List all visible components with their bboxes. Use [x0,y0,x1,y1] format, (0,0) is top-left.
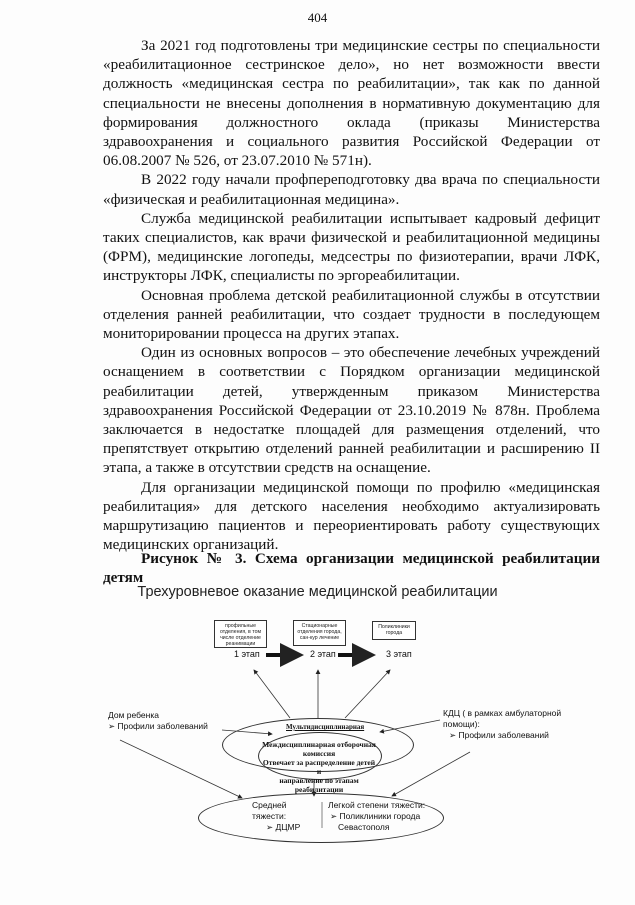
commission-line-4: направление по этапам реабилитации [279,776,359,794]
rehabilitation-scheme [0,580,635,900]
orphanage-item: ➢ Профили заболеваний [108,721,208,731]
paragraph-2: В 2022 году начали профпереподготовку два врача по специальности «физическая и реабилитационная медицина». [103,171,600,208]
stage-3-label: 3 этап [386,649,412,659]
commission-line-2: комиссия [302,749,336,758]
moderate-item: ➢ ДЦМР [266,822,301,832]
kdc-item: ➢ Профили заболеваний [449,730,549,740]
paragraph-1: За 2021 год подготовлены три медицинские сестры по специальности «реабилитационное сестринское дело», но нет возможности ввести должность «медицинская сестра по реабилитации», так как по данной специальности не внесены дополнения в нормативную документацию для формирования должностного оклада (приказы Министерства здравоохранения и социального развития Российской Федерации от 06.08.2007 № 526, от 23.07.2010 № 571н). [103,37,600,170]
mild-item: ➢ Поликлиники города [330,811,421,821]
paragraph-4: Основная проблема детской реабилитационной службы в отсутствии отделения ранней реабилитации, что создает трудности в последующем мониторировании процесса на других этапах. [103,286,600,343]
stage-2-label: 2 этап [310,649,336,659]
scheme-title: Трехуровневое оказание медицинской реабилитации [137,584,498,600]
stage-2-box: Стационарные отделения города, сан-кур лечение [293,620,346,646]
kdc-label [443,708,563,741]
arrow-to-stage-1 [254,670,290,718]
commission-text [262,740,376,794]
stage-1-box: профильные отделения, в том числе отделение реанимации [214,620,267,648]
figure-caption: Рисунок № 3. Схема организации медицинской реабилитации детям [103,550,600,587]
commission-line-3: Отвечает за распределение детей и [262,758,376,776]
moderate-severity [252,800,322,833]
ellipse-title: Мультидисциплинарная [286,723,365,731]
orphanage-title: Дом ребенка [108,710,159,720]
stage-1-label: 1 этап [234,649,260,659]
arrow-right-to-bottom [392,752,470,796]
arrow-to-stage-3 [345,670,390,718]
paragraph-6: Для организации медицинской помощи по профилю «медицинская реабилитация» для детского населения необходимо актуализировать маршрутизацию пациентов и переориентировать работу существующих медицинских организаций. [103,478,600,554]
mild-severity [328,800,438,833]
kdc-title: КДЦ ( в рамках амбулаторной помощи): [443,708,562,729]
stage-3-box: Поликлиники города [372,621,416,640]
body-text [103,36,600,554]
orphanage-label [108,710,228,732]
page-number: 404 [307,10,328,25]
paragraph-3: Служба медицинской реабилитации испытывает кадровый дефицит таких специалистов, как врачи физической и реабилитационной медицины (ФРМ), медицинские логопеды, медсестры по физиотерапии, врачи ЛФК, инструкторы ЛФК, специалисты по эргореабилитации. [103,209,600,285]
mild-title: Легкой степени тяжести: [328,800,426,810]
moderate-title: Средней тяжести: [252,800,287,821]
commission-line-1: Междисциплинарная отборочная [262,740,376,749]
mild-item-2: Севастополя [338,822,390,832]
paragraph-5: Один из основных вопросов – это обеспечение лечебных учреждений оснащением в соответствии с Порядком организации медицинской реабилитации детей, утвержденным приказом Министерства здравоохранения Российской Федерации от 23.10.2019 № 878н. Проблема заключается в недостатке площадей для размещения отделений, что препятствует открытию отделений ранней реабилитации и расширению II этапа, а также в отсутствии средств на оснащение. [103,344,600,477]
